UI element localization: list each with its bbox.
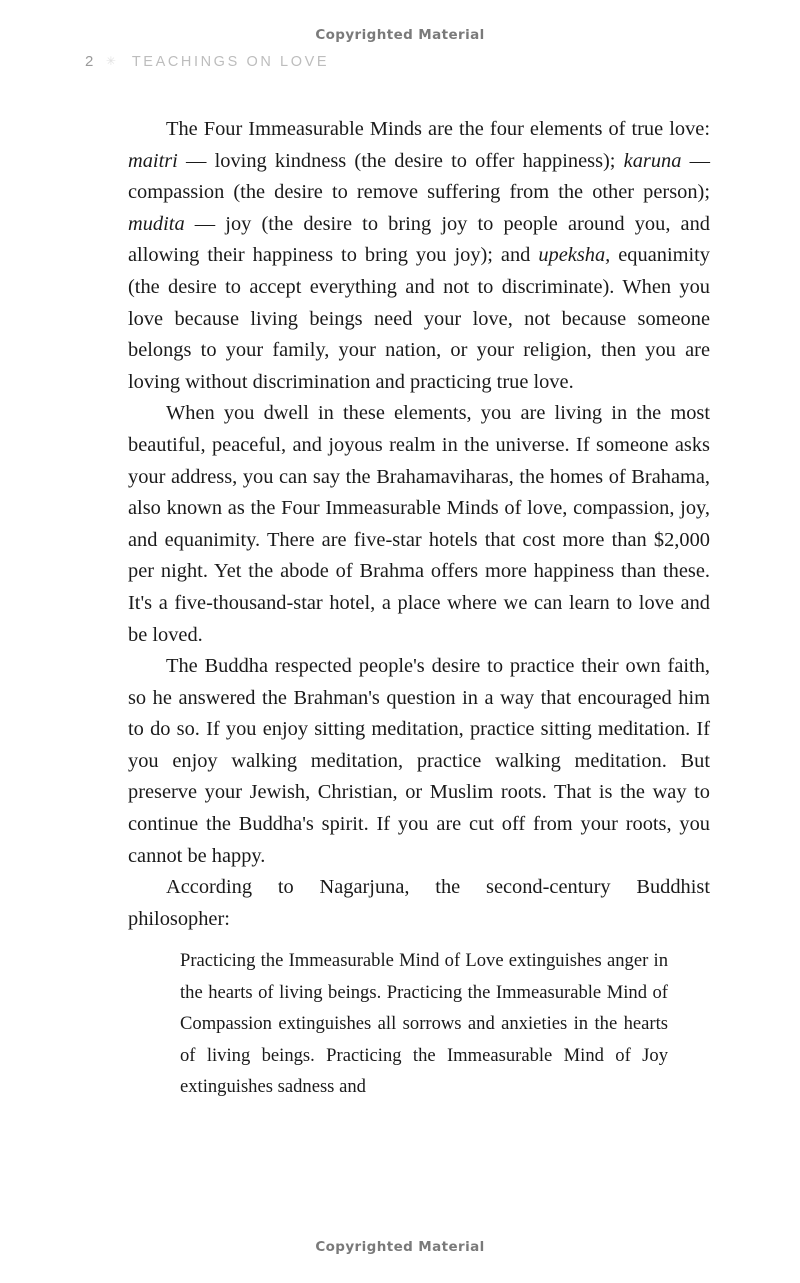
- asterisk-ornament-icon: ✳: [105, 54, 116, 68]
- body-text: [128, 114, 710, 935]
- emphasis-term: mudita: [128, 212, 185, 235]
- copyright-watermark-bottom: Copyrighted Material: [315, 1239, 485, 1255]
- emphasis-term: maitri: [128, 149, 178, 172]
- text-run: equanimity (the desire to accept everything and not to discriminate). When you love because living beings need your love, not because someone belongs to your family, your nation, or your religion, then you are loving without discrimination and practicing true love.: [128, 244, 710, 393]
- text-run: — loving kindness (the desire to offer happiness);: [177, 149, 624, 172]
- paragraph-p4: [128, 872, 710, 935]
- page-number: 2: [85, 53, 94, 70]
- text-run: — compassion (the desire to remove suffering from the other person);: [128, 149, 710, 204]
- running-head: [85, 53, 329, 70]
- paragraph-p2: [128, 398, 710, 651]
- running-title: TEACHINGS ON LOVE: [131, 54, 330, 70]
- text-run: The Buddha respected people's desire to practice their own faith, so he answered the Brahman's question in a way that encouraged him to do so. If you enjoy sitting meditation, practice sitting meditation. If you enjoy walking meditation, practice walking meditation. But preserve your Jewish, Christian, or Muslim roots. That is the way to continue the Buddha's spirit. If you are cut off from your roots, you cannot be happy.: [128, 655, 710, 867]
- emphasis-term: karuna: [623, 149, 682, 172]
- text-run: Practicing the Immeasurable Mind of Love extinguishes anger in the hearts of living beings. Practicing the Immeasurable Mind of Compassion extinguishes all sorrows and anxieties in the hearts of living beings. Practicing the Immeasurable Mind of Joy extinguishes sadness and: [180, 950, 668, 1097]
- text-run: According to Nagarjuna, the second-century Buddhist philosopher:: [128, 876, 710, 930]
- text-run: The Four Immeasurable Minds are the four elements of true love:: [166, 118, 710, 140]
- paragraph-p3: [128, 651, 710, 872]
- copyright-watermark-top: Copyrighted Material: [315, 27, 485, 43]
- text-run: — joy (the desire to bring joy to people around you, and allowing their happiness to bring you joy); and: [128, 212, 710, 267]
- text-run: When you dwell in these elements, you are living in the most beautiful, peaceful, and joyous realm in the universe. If someone asks your address, you can say the Brahamaviharas, the homes of Brahama, also known as the Four Immeasurable Minds of love, compassion, joy, and equanimity. There are five-star hotels that cost more than $2,000 per night. Yet the abode of Brahma offers more happiness than these. It's a five-thousand-star hotel, a place where we can learn to love and be loved.: [128, 402, 710, 646]
- block-quotation: [180, 945, 668, 1103]
- paragraph-p1: [128, 114, 710, 398]
- emphasis-term: upeksha,: [538, 244, 611, 267]
- paragraph-q1: [180, 945, 668, 1103]
